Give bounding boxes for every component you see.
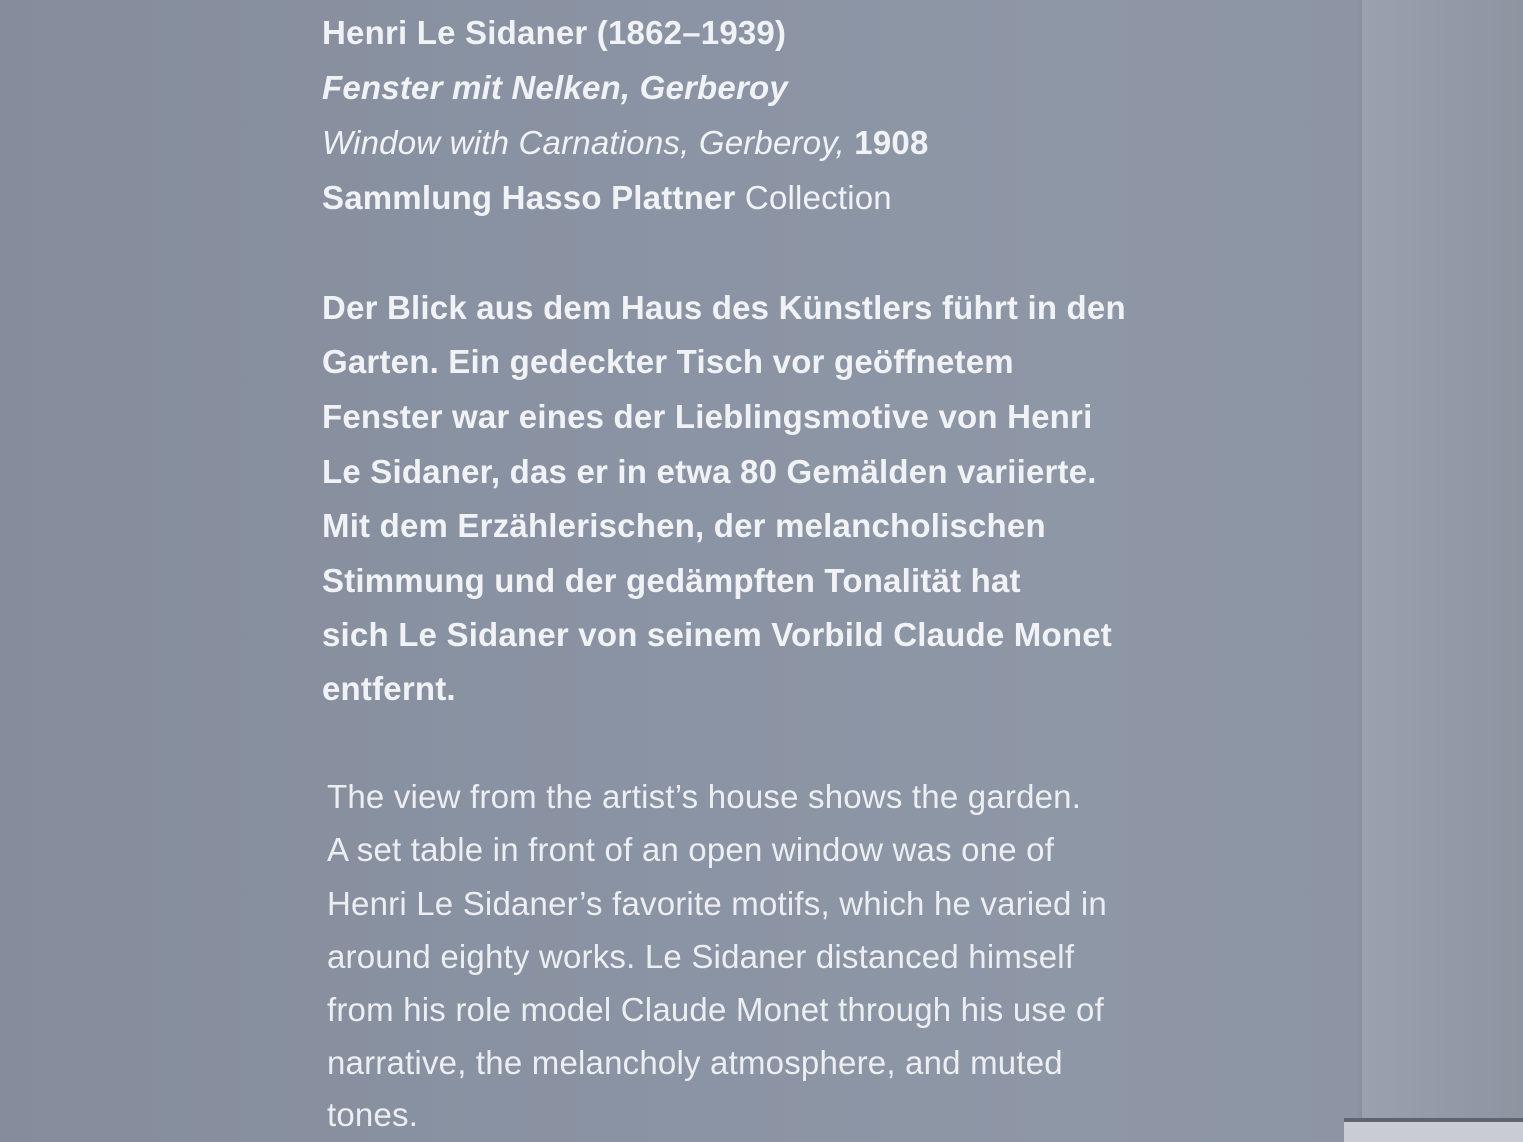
year: 1908 xyxy=(854,124,929,161)
english-text-line: Henri Le Sidaner’s favorite motifs, which he varied in xyxy=(327,885,1107,922)
german-text-line: sich Le Sidaner von seinem Vorbild Claude Monet xyxy=(322,616,1112,653)
title-de-line xyxy=(322,68,788,108)
baseboard-strip xyxy=(1344,1118,1523,1142)
english-text-line: around eighty works. Le Sidaner distanced himself xyxy=(327,938,1075,975)
title-english: Window with Carnations, Gerberoy, xyxy=(322,124,845,161)
english-text-line: from his role model Claude Monet through his use of xyxy=(327,991,1104,1028)
english-text-line: tones. xyxy=(327,1096,419,1133)
german-text-line: entfernt. xyxy=(322,670,456,707)
collection-name: Sammlung Hasso Plattner xyxy=(322,179,736,216)
german-text-line: Mit dem Erzählerischen, der melancholischen xyxy=(322,507,1046,544)
collection-suffix: Collection xyxy=(744,179,892,216)
german-text-line: Der Blick aus dem Haus des Künstlers führt in den xyxy=(322,289,1126,326)
english-text-line: The view from the artist’s house shows the garden. xyxy=(327,778,1082,815)
artist-name: Henri Le Sidaner (1862–1939) xyxy=(322,14,787,51)
german-text-line: Le Sidaner, das er in etwa 80 Gemälden variierte. xyxy=(322,453,1097,490)
collection-line xyxy=(322,178,892,218)
artist-line xyxy=(322,13,786,53)
german-text-line: Stimmung und der gedämpften Tonalität hat xyxy=(322,562,1021,599)
english-text-line: A set table in front of an open window was one of xyxy=(327,831,1055,868)
adjacent-wall-panel xyxy=(1362,0,1523,1142)
title-german: Fenster mit Nelken, Gerberoy xyxy=(322,69,788,106)
german-text-line: Garten. Ein gedeckter Tisch vor geöffnetem xyxy=(322,343,1014,380)
title-en-line xyxy=(322,123,929,163)
german-text-line: Fenster war eines der Lieblingsmotive von Henri xyxy=(322,398,1093,435)
english-text-line: narrative, the melancholy atmosphere, and muted xyxy=(327,1044,1063,1081)
